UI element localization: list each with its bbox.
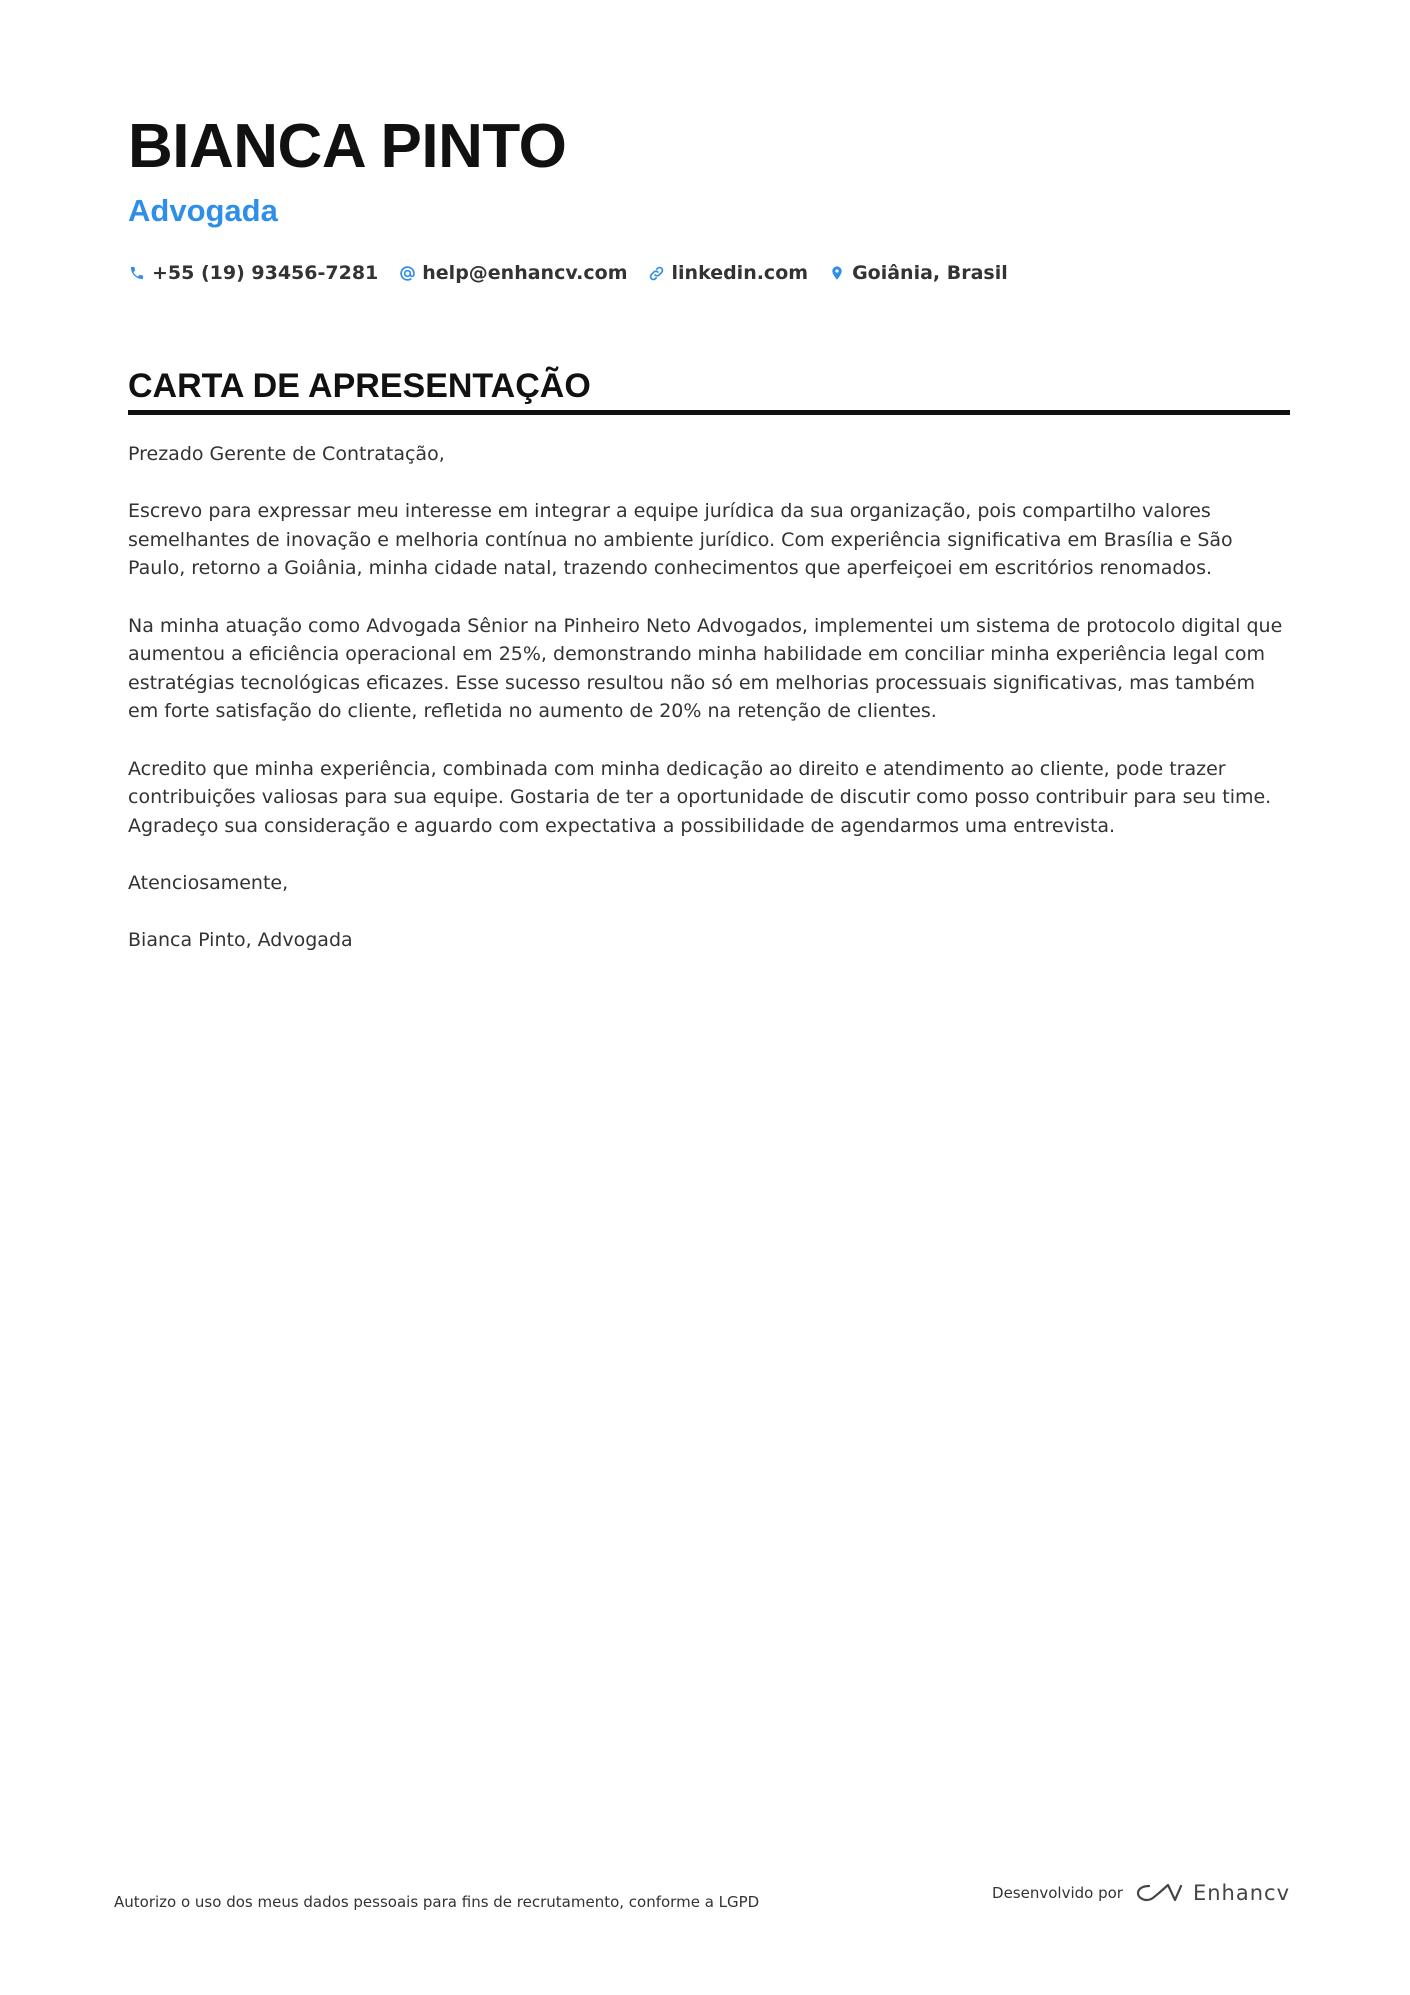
phone-text: +55 (19) 93456-7281	[152, 262, 379, 284]
at-icon	[398, 264, 416, 282]
letter-signature: Bianca Pinto, Advogada	[128, 929, 353, 952]
letter-closing: Atenciosamente,	[128, 871, 289, 894]
letter-paragraph: Na minha atuação como Advogada Sênior na Pinheiro Neto Advogados, implementei um sistema de protocolo digital que aumentou a eficiência operacional em 25%, demonstrando minha habilidade em conciliar minha experiência legal com estratégias tecnológicas eficazes. Esse sucesso resultou não só em melhorias processuais significativas, mas também em forte satisfação do cliente, refletida no aumento de 20% na retenção de clientes.	[128, 614, 1283, 723]
powered-by-label: Desenvolvido por	[992, 1884, 1123, 1902]
letter-paragraph: Escrevo para expressar meu interesse em integrar a equipe jurídica da sua organização, pois compartilho valores semelhantes de inovação e melhoria contínua no ambiente jurídico. Com experiência significativa em Brasília e São Paulo, retorno a Goiânia, minha cidade natal, trazendo conhecimentos que aperfeiçoei em escritórios renomados.	[128, 500, 1233, 580]
brand-name: Enhancv	[1192, 1881, 1290, 1905]
contact-linkedin[interactable]	[648, 262, 809, 284]
letter-salutation: Prezado Gerente de Contratação,	[128, 443, 445, 465]
linkedin-text[interactable]: linkedin.com	[671, 262, 809, 284]
header	[128, 108, 1288, 284]
job-title: Advogada	[128, 193, 278, 228]
candidate-name: BIANCA PINTO	[128, 112, 567, 181]
location-text: Goiânia, Brasil	[852, 262, 1008, 284]
enhancv-logo-icon	[1135, 1880, 1183, 1906]
contact-location	[828, 262, 1008, 284]
location-pin-icon	[828, 264, 846, 282]
letter-paragraph: Acredito que minha experiência, combinada com minha dedicação ao direito e atendimento ao cliente, pode trazer contribuições valiosas para sua equipe. Gostaria de ter a oportunidade de discutir como posso contribuir para seu time. Agradeço sua consideração e aguardo com expectativa a possibilidade de agendarmos uma entrevista.	[128, 757, 1272, 837]
footer-branding[interactable]	[992, 1880, 1290, 1906]
phone-icon	[128, 264, 146, 282]
letter-body	[128, 440, 1290, 983]
contact-phone	[128, 262, 378, 284]
link-icon	[648, 264, 666, 282]
contact-email[interactable]	[398, 262, 627, 284]
section-divider	[128, 410, 1290, 415]
footer-consent: Autorizo o uso dos meus dados pessoais para fins de recrutamento, conforme a LGPD	[114, 1893, 760, 1911]
contact-bar	[128, 262, 1288, 284]
email-text[interactable]: help@enhancv.com	[422, 262, 628, 284]
section-title: CARTA DE APRESENTAÇÃO	[128, 367, 591, 405]
